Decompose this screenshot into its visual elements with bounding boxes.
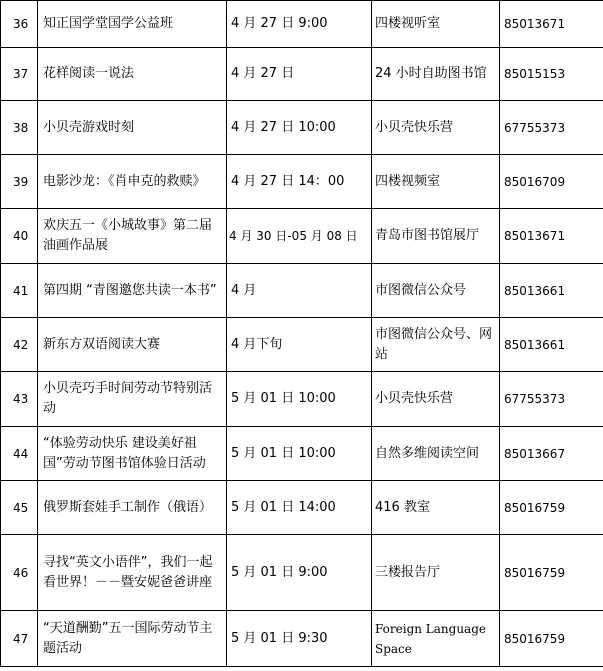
table-row (1, 1, 603, 48)
event-place: 416 教室 (372, 481, 500, 535)
event-date: 4 月下旬 (227, 318, 372, 372)
row-number: 41 (1, 264, 38, 318)
event-place: 四楼视频室 (372, 155, 500, 209)
table-row (1, 209, 603, 264)
contact-phone: 85013671 (500, 209, 603, 264)
event-name: 小贝壳巧手时间劳动节特别活动 (38, 372, 227, 427)
row-number: 43 (1, 372, 38, 427)
event-date: 4 月 (227, 264, 372, 318)
event-date: 4 月 27 日 14：00 (227, 155, 372, 209)
event-place: 小贝壳快乐营 (372, 101, 500, 155)
contact-phone: 85015153 (500, 48, 603, 101)
contact-phone: 85013661 (500, 318, 603, 372)
table-row (1, 535, 603, 611)
contact-phone: 85013667 (500, 427, 603, 481)
event-name: 新东方双语阅读大赛 (38, 318, 227, 372)
contact-phone: 85013661 (500, 264, 603, 318)
event-date: 5 月 01 日 9:30 (227, 611, 372, 667)
event-name: 欢庆五一《小城故事》第二届油画作品展 (38, 209, 227, 264)
event-name: 知正国学堂国学公益班 (38, 1, 227, 48)
event-place: 小贝壳快乐营 (372, 372, 500, 427)
row-number: 40 (1, 209, 38, 264)
event-name: “天道酬勤”五一国际劳动节主题活动 (38, 611, 227, 667)
event-name: 寻找“英文小语伴”，我们一起看世界！－－暨安妮爸爸讲座 (38, 535, 227, 611)
table-row (1, 427, 603, 481)
event-date: 5 月 01 日 9:00 (227, 535, 372, 611)
event-place: 自然多维阅读空间 (372, 427, 500, 481)
row-number: 45 (1, 481, 38, 535)
contact-phone: 67755373 (500, 372, 603, 427)
row-number: 47 (1, 611, 38, 667)
event-name: 电影沙龙：《肖申克的救赎》 (38, 155, 227, 209)
event-place: Foreign Language Space (372, 611, 500, 667)
contact-phone: 67755373 (500, 101, 603, 155)
event-date: 4 月 27 日 10:00 (227, 101, 372, 155)
contact-phone: 85016759 (500, 481, 603, 535)
event-date: 5 月 01 日 10:00 (227, 372, 372, 427)
event-name: 第四期 “青图邀您共读一本书” (38, 264, 227, 318)
table-row (1, 48, 603, 101)
event-place: 市图微信公众号、网站 (372, 318, 500, 372)
row-number: 42 (1, 318, 38, 372)
contact-phone: 85016709 (500, 155, 603, 209)
row-number: 38 (1, 101, 38, 155)
event-date: 4 月 27 日 9:00 (227, 1, 372, 48)
row-number: 46 (1, 535, 38, 611)
event-place: 青岛市图书馆展厅 (372, 209, 500, 264)
contact-phone: 85013671 (500, 1, 603, 48)
table-row (1, 318, 603, 372)
event-place: 市图微信公众号 (372, 264, 500, 318)
table-row (1, 101, 603, 155)
row-number: 36 (1, 1, 38, 48)
event-place: 四楼视听室 (372, 1, 500, 48)
event-date: 4 月 27 日 (227, 48, 372, 101)
table-row (1, 372, 603, 427)
contact-phone: 85016759 (500, 611, 603, 667)
row-number: 37 (1, 48, 38, 101)
event-name: 小贝壳游戏时刻 (38, 101, 227, 155)
event-name: “体验劳动快乐 建设美好祖国”劳动节图书馆体验日活动 (38, 427, 227, 481)
event-name: 俄罗斯套娃手工制作（俄语） (38, 481, 227, 535)
row-number: 44 (1, 427, 38, 481)
event-date: 5 月 01 日 14:00 (227, 481, 372, 535)
table-row (1, 481, 603, 535)
table-row (1, 155, 603, 209)
table-row (1, 611, 603, 667)
event-date: 5 月 01 日 10:00 (227, 427, 372, 481)
row-number: 39 (1, 155, 38, 209)
event-name: 花样阅读一说法 (38, 48, 227, 101)
event-date: 4 月 30 日-05 月 08 日 (227, 209, 372, 264)
contact-phone: 85016759 (500, 535, 603, 611)
event-place: 24 小时自助图书馆 (372, 48, 500, 101)
event-place: 三楼报告厅 (372, 535, 500, 611)
table-row (1, 264, 603, 318)
